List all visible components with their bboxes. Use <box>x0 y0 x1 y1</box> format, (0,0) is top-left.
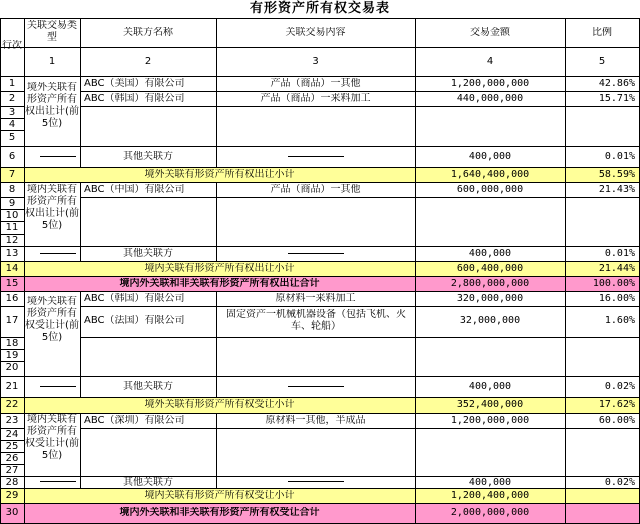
amount: 2,800,000,000 <box>450 278 530 289</box>
row-no: 4 <box>8 119 16 130</box>
dash-mark <box>288 253 344 254</box>
amount: 1,200,000,000 <box>450 78 530 89</box>
row-no: 7 <box>8 169 16 180</box>
row-no: 19 <box>5 350 19 361</box>
ratio: 0.02% <box>604 381 635 392</box>
header-index-1: 1 <box>48 56 56 67</box>
ratio: 15.71% <box>598 93 635 104</box>
transaction-content: 产品（商品）一其他 <box>270 78 361 89</box>
row-no: 18 <box>5 338 19 349</box>
ratio: 58.59% <box>598 169 635 180</box>
row-no: 11 <box>5 222 19 233</box>
header-index-2: 2 <box>144 56 152 67</box>
ratio: 21.44% <box>598 263 635 274</box>
amount: 320,000,000 <box>456 293 524 304</box>
row-no: 8 <box>8 184 16 195</box>
row-no: 26 <box>5 453 19 464</box>
row-no: 27 <box>5 465 19 476</box>
transaction-content: 产品（商品）一其他 <box>270 184 361 195</box>
dash-mark <box>40 481 76 482</box>
party-name: ABC（法国）有限公司 <box>84 315 185 326</box>
row-no: 13 <box>5 248 19 259</box>
row-no: 14 <box>5 263 19 274</box>
dash-mark <box>288 386 344 387</box>
header-index-3: 3 <box>312 56 319 67</box>
amount: 600,000,000 <box>456 184 524 195</box>
row-no: 1 <box>8 78 16 89</box>
row-no: 3 <box>8 107 16 118</box>
amount: 352,400,000 <box>456 399 524 410</box>
row-no: 24 <box>5 429 19 440</box>
row-no: 10 <box>5 210 19 221</box>
party-name: ABC（韩国）有限公司 <box>84 93 185 104</box>
header-amount: 交易金额 <box>470 27 510 38</box>
dash-mark <box>288 156 344 157</box>
ratio: 1.60% <box>604 315 635 326</box>
row-no: 23 <box>5 415 19 426</box>
row-no: 25 <box>5 441 19 452</box>
party-name: ABC（韩国）有限公司 <box>84 293 185 304</box>
row-no: 20 <box>5 362 19 373</box>
ratio: 16.00% <box>598 293 635 304</box>
group-label-3: 境外关联有形资产所有权受让计(前5位) <box>25 296 79 343</box>
header-index-4: 4 <box>486 56 494 67</box>
subtotal-label: 境外关联有形资产所有权出让小计 <box>144 169 295 180</box>
row-no: 22 <box>5 399 19 410</box>
amount: 600,400,000 <box>456 263 524 274</box>
header-type: 关联交易类型 <box>27 20 77 43</box>
amount: 32,000,000 <box>459 315 521 326</box>
header-ratio: 比例 <box>592 27 612 38</box>
group-label-1: 境外关联有形资产所有权出让计(前5位) <box>25 82 79 129</box>
party-name: 其他关联方 <box>123 381 173 392</box>
party-name: ABC（中国）有限公司 <box>84 184 185 195</box>
ratio: 0.01% <box>604 248 635 259</box>
dash-mark <box>40 253 76 254</box>
amount: 400,000 <box>468 477 512 488</box>
amount: 400,000 <box>468 151 512 162</box>
transaction-content: 原材料一其他，半成品 <box>265 415 366 426</box>
subtotal-label: 境内关联有形资产所有权出让小计 <box>144 263 295 274</box>
row-no: 9 <box>8 198 16 209</box>
amount: 1,640,400,000 <box>450 169 530 180</box>
party-name: 其他关联方 <box>123 477 173 488</box>
dash-mark <box>288 481 344 482</box>
row-no: 17 <box>5 315 19 326</box>
row-no: 5 <box>8 132 16 143</box>
header-row-no: 行次 <box>2 40 22 51</box>
total-label: 境内外关联和非关联有形资产所有权出让合计 <box>119 278 320 289</box>
amount: 400,000 <box>468 248 512 259</box>
group-label-4: 境内关联有形资产所有权受让计(前5位) <box>25 414 79 461</box>
party-name: 其他关联方 <box>123 248 173 259</box>
ratio: 0.02% <box>604 477 635 488</box>
table-title: 有形资产所有权交易表 <box>249 1 390 16</box>
row-no: 12 <box>5 235 19 246</box>
ratio: 100.00% <box>592 278 635 289</box>
header-content: 关联交易内容 <box>285 27 346 38</box>
total-label: 境内外关联和非关联有形资产所有权受让合计 <box>119 507 320 518</box>
row-no: 6 <box>8 151 16 162</box>
amount: 2,000,000,000 <box>450 507 530 518</box>
subtotal-label: 境内关联有形资产所有权受让小计 <box>144 490 295 501</box>
row-no: 15 <box>5 278 19 289</box>
dash-mark <box>40 386 76 387</box>
header-index-5: 5 <box>598 56 606 67</box>
row-no: 30 <box>5 507 19 518</box>
ratio: 17.62% <box>598 399 635 410</box>
party-name: ABC（深圳）有限公司 <box>84 415 185 426</box>
transaction-content: 原材料一来料加工 <box>275 293 356 304</box>
ratio: 60.00% <box>598 415 635 426</box>
row-no: 2 <box>8 93 16 104</box>
row-no: 21 <box>5 381 19 392</box>
transaction-content: 产品（商品）一来料加工 <box>260 93 371 104</box>
transaction-content: 固定资产一机械机器设备（包括飞机、火车、轮船） <box>226 309 406 332</box>
row-no: 29 <box>5 490 19 501</box>
amount: 440,000,000 <box>456 93 524 104</box>
subtotal-label: 境外关联有形资产所有权受让小计 <box>144 399 295 410</box>
party-name: ABC（美国）有限公司 <box>84 78 185 89</box>
dash-mark <box>40 156 76 157</box>
amount: 1,200,400,000 <box>450 490 530 501</box>
ratio: 0.01% <box>604 151 635 162</box>
header-party: 关联方名称 <box>123 27 173 38</box>
row-no: 16 <box>5 293 19 304</box>
party-name: 其他关联方 <box>123 151 173 162</box>
group-label-2: 境内关联有形资产所有权出让计(前5位) <box>25 184 79 231</box>
amount: 1,200,000,000 <box>450 415 530 426</box>
amount: 400,000 <box>468 381 512 392</box>
row-no: 28 <box>5 477 19 488</box>
ratio: 42.86% <box>598 78 635 89</box>
ratio: 21.43% <box>598 184 635 195</box>
